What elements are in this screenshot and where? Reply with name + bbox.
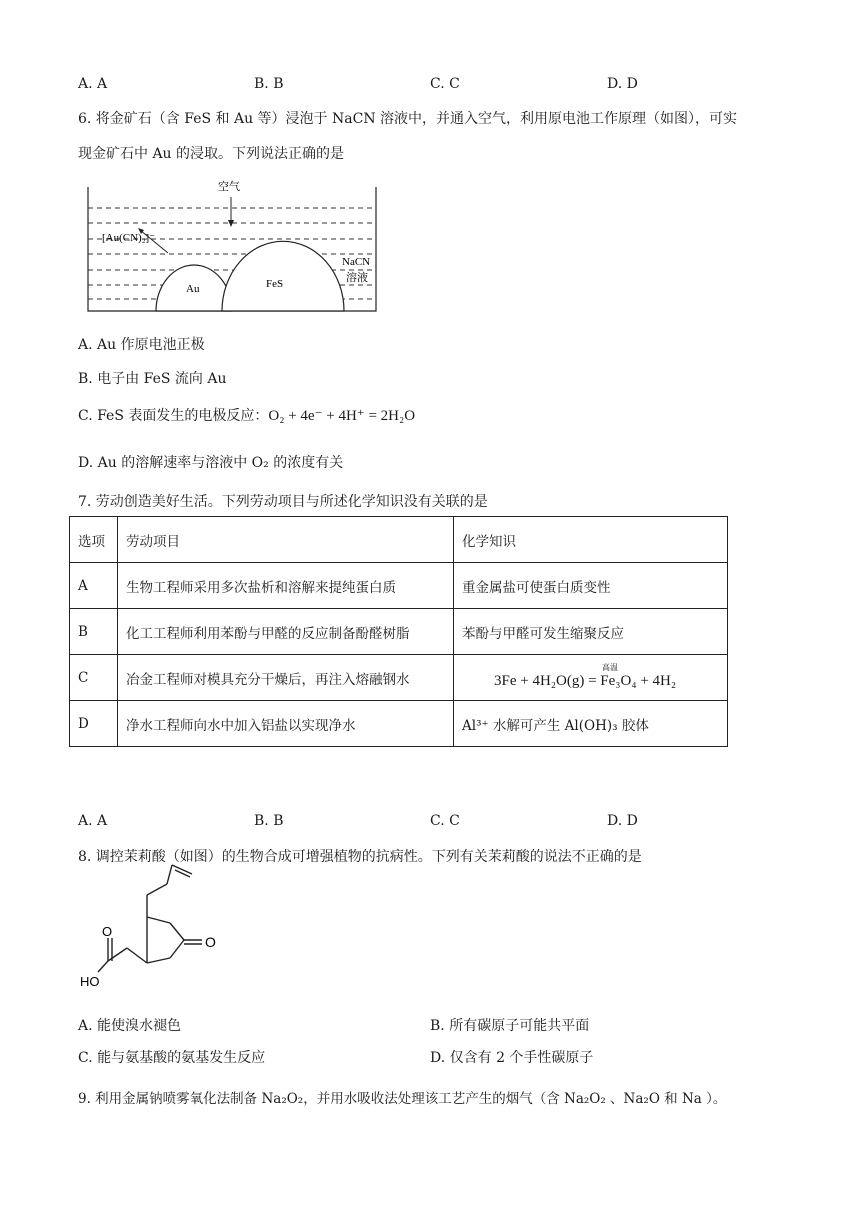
q7-header-labor: 劳动项目 — [118, 517, 454, 563]
q8-option-a: A. 能使溴水褪色 — [78, 1018, 182, 1034]
q7-row-b-knowledge: 苯酚与甲醛可发生缩聚反应 — [454, 609, 728, 655]
solution-label: 溶液 — [346, 271, 368, 284]
q7-option-d: D. D — [607, 813, 638, 829]
q7-header-row — [70, 517, 728, 563]
q6-stem-line1: 6. 将金矿石（含 FeS 和 Au 等）浸泡于 NaCN 溶液中，并通入空气，利用原电池工作原理（如图），可实 — [78, 111, 738, 127]
q7-row-c-equation: 3Fe + 4H₂O(g) = Fe₃O₄ + 4H₂ — [494, 673, 677, 689]
q7-row-a-option: A — [70, 563, 118, 609]
q7-stem: 7. 劳动创造美好生活。下列劳动项目与所述化学知识没有关联的是 — [78, 494, 488, 510]
q8-option-b: B. 所有碳原子可能共平面 — [430, 1018, 590, 1034]
q7-row-d-labor: 净水工程师向水中加入铝盐以实现净水 — [118, 701, 454, 747]
q9-stem: 9. 利用金属钠喷雾氧化法制备 Na₂O₂，并用水吸收法处理该工艺产生的烟气（含 Na₂O₂ 、Na₂O 和 Na ）。 — [78, 1091, 727, 1107]
q6-option-c — [78, 405, 415, 425]
q7-row-c-labor: 冶金工程师对模具充分干燥后，再注入熔融钢水 — [118, 655, 454, 701]
q7-option-b: B. B — [254, 813, 284, 829]
q7-row-d-option: D — [70, 701, 118, 747]
fes-electrode — [222, 241, 344, 311]
q6-stem-line2: 现金矿石中 Au 的浸取。下列说法正确的是 — [78, 146, 345, 162]
q5-option-b: B. B — [254, 76, 284, 92]
q6-option-c-equation: O₂ + 4e⁻ + 4H⁺ = 2H₂O — [268, 408, 416, 424]
q7-option-a: A. A — [78, 813, 108, 829]
q6-option-d: D. Au 的溶解速率与溶液中 O₂ 的浓度有关 — [78, 455, 344, 471]
q7-row-b-option: B — [70, 609, 118, 655]
q8-ketone-o-label: O — [205, 934, 216, 950]
q6-electrochemical-figure — [78, 175, 388, 315]
q5-option-a: A. A — [78, 76, 108, 92]
fes-label: FeS — [266, 278, 284, 290]
au-label: Au — [186, 283, 200, 295]
q5-option-c: C. C — [430, 76, 460, 92]
table-row — [70, 655, 728, 701]
q7-table — [69, 516, 728, 747]
table-row — [70, 563, 728, 609]
q7-row-d-knowledge: Al³⁺ 水解可产生 Al(OH)₃ 胶体 — [454, 701, 728, 747]
q6-option-a: A. Au 作原电池正极 — [78, 337, 205, 353]
q8-jasmonic-acid-structure — [78, 860, 258, 1000]
air-label: 空气 — [218, 180, 240, 193]
complex-label: [Au(CN)₂]⁻ — [102, 232, 156, 244]
q7-row-c-condition: 高温 — [602, 663, 618, 672]
molecule-bonds — [98, 865, 202, 972]
q7-row-c-knowledge — [454, 655, 728, 701]
q7-row-c-option: C — [70, 655, 118, 701]
q8-option-d: D. 仅含有 2 个手性碳原子 — [430, 1050, 594, 1066]
q7-header-option: 选项 — [70, 517, 118, 563]
q8-stem: 8. 调控茉莉酸（如图）的生物合成可增强植物的抗病性。下列有关茉莉酸的说法不正确的是 — [78, 849, 642, 865]
q6-option-c-text: C. FeS 表面发生的电极反应： — [78, 408, 269, 424]
q8-ho-label: HO — [80, 974, 100, 989]
nacn-label: NaCN — [342, 256, 371, 268]
q7-header-knowledge: 化学知识 — [454, 517, 728, 563]
q7-row-a-labor: 生物工程师采用多次盐析和溶解来提纯蛋白质 — [118, 563, 454, 609]
q6-option-b: B. 电子由 FeS 流向 Au — [78, 371, 227, 387]
q7-row-b-labor: 化工工程师利用苯酚与甲醛的反应制备酚醛树脂 — [118, 609, 454, 655]
table-row — [70, 609, 728, 655]
table-row — [70, 701, 728, 747]
q7-option-c: C. C — [430, 813, 460, 829]
q8-carbonyl-o-label: O — [102, 924, 113, 939]
q8-option-c: C. 能与氨基酸的氨基发生反应 — [78, 1050, 266, 1066]
q5-option-d: D. D — [607, 76, 638, 92]
q7-row-a-knowledge: 重金属盐可使蛋白质变性 — [454, 563, 728, 609]
